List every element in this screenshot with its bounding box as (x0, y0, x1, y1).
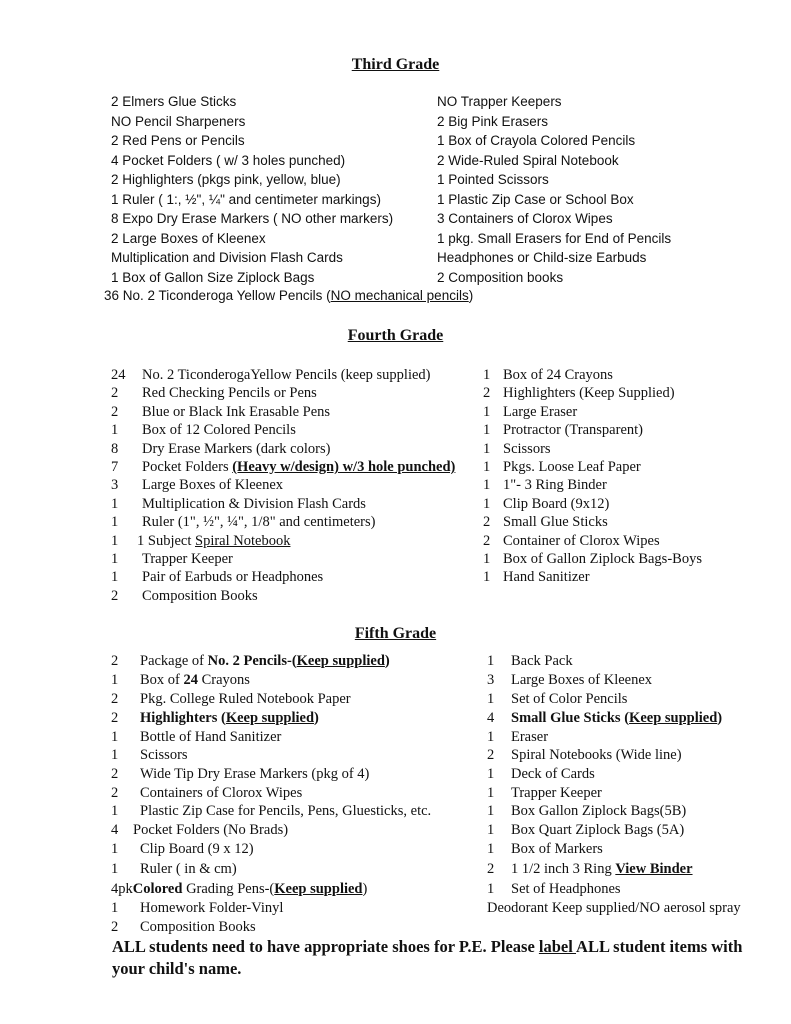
item-count: 1 (111, 861, 119, 877)
item-count: 1 (111, 495, 119, 512)
list-item: 3 Containers of Clorox Wipes (437, 211, 613, 226)
item-text: Small Glue Sticks (511, 710, 621, 726)
list-item: NO Pencil Sharpeners (111, 113, 246, 129)
list-item: 2 Composition books (437, 269, 564, 285)
list-item (487, 652, 573, 670)
list-item: 1 Ruler ( 1:, ½", ¼" and centimeter markings) (111, 191, 381, 207)
list-item (111, 671, 250, 689)
list-item (487, 784, 602, 802)
item-text: Composition Books (142, 587, 258, 604)
item-text: Pocket Folders (No Brads) (133, 822, 289, 838)
fifth-grade-deodorant-note: Deodorant Keep supplied/NO aerosol spray (487, 900, 741, 916)
item-count: 7 (111, 459, 119, 475)
item-text: Spiral Notebooks (Wide line) (511, 747, 682, 763)
list-item (111, 421, 296, 439)
list-item (111, 860, 237, 878)
item-count: 2 (111, 587, 119, 604)
list-item (111, 550, 233, 568)
list-item: NO Trapper Keepers (437, 94, 562, 109)
list-item (483, 458, 641, 476)
footer-text: ALL student items with your child's name. (112, 937, 743, 978)
item-text: Pkgs. Loose Leaf Paper (503, 459, 641, 475)
list-item (111, 384, 317, 402)
item-text: Box of (140, 672, 184, 688)
list-item (487, 802, 686, 820)
item-text: Homework Folder-Vinyl (140, 900, 284, 916)
list-item (487, 821, 684, 839)
list-item (483, 366, 613, 384)
list-item (487, 728, 548, 746)
item-text: Box of Gallon Ziplock Bags-Boys (503, 551, 702, 567)
item-text: Ruler ( in & cm) (140, 861, 237, 877)
item-text: Crayons (198, 672, 250, 688)
list-item (487, 840, 603, 858)
list-item (483, 421, 643, 439)
item-count: 2 (111, 766, 119, 782)
item-text: Ruler (1", ½", ¼", 1/8" and centimeters) (142, 514, 376, 531)
list-item (487, 671, 652, 689)
item-count: 1 (483, 459, 491, 475)
item-count: 2 (483, 532, 491, 549)
list-item (487, 765, 595, 783)
item-count: 1 (111, 747, 119, 763)
item-text: Container of Clorox Wipes (503, 532, 660, 549)
third-grade-pencils-item (104, 287, 473, 305)
list-item (111, 495, 366, 513)
item-count: 1 (111, 900, 119, 916)
keep-supplied-note: Keep supplied (629, 710, 718, 726)
item-text: Clip Board (9 x 12) (140, 841, 254, 857)
list-item: 1 pkg. Small Erasers for End of Pencils (437, 230, 672, 246)
item-count: 1 (487, 729, 495, 745)
fifth-grade-homework-folder-item (111, 899, 283, 917)
spiral-notebook-text: Spiral Notebook (195, 532, 291, 549)
item-text: ) (362, 881, 368, 897)
list-item: 1 Box of Crayola Colored Pencils (437, 133, 636, 148)
list-item (483, 440, 551, 458)
list-item (111, 765, 369, 783)
list-item (111, 709, 319, 727)
item-text: ) (717, 710, 723, 726)
item-text: 1"- 3 Ring Binder (503, 477, 607, 494)
item-text: Large Eraser (503, 403, 578, 420)
fifth-grade-grading-pens-item (111, 880, 367, 898)
item-count: 1 (111, 532, 119, 549)
item-count: 1 (111, 551, 119, 567)
item-count: 1 (487, 653, 495, 669)
list-item: 2 Red Pens or Pencils (111, 133, 245, 148)
item-text: ( (620, 710, 630, 726)
item-count: 1 (111, 672, 119, 688)
item-count: 2 (111, 385, 119, 402)
item-count: 1 (487, 881, 495, 897)
list-item (111, 746, 188, 764)
list-item: 8 Expo Dry Erase Markers ( NO other markers) (111, 211, 394, 226)
footer-label-word: label (538, 937, 577, 956)
item-count: 1 (487, 785, 495, 801)
item-count: 1 (483, 403, 491, 420)
list-item: 1 Plastic Zip Case or School Box (437, 191, 634, 207)
item-text: Highlighters (Keep Supplied) (503, 385, 675, 402)
fifth-grade-heading: Fifth Grade (354, 625, 437, 642)
item-text: Trapper Keeper (511, 785, 602, 801)
item-count: 1 (483, 551, 491, 567)
list-item (111, 802, 431, 820)
item-text: Pocket Folders (142, 459, 233, 475)
item-count: 1 (487, 803, 495, 819)
item-text: Scissors (503, 440, 551, 457)
keep-supplied-note: Keep supplied (274, 881, 363, 897)
item-text: Plastic Zip Case for Pencils, Pens, Gluesticks, etc. (140, 803, 432, 819)
item-text: Composition Books (140, 919, 256, 935)
footer-text: ALL students need to have appropriate shoes for P.E. Please (112, 937, 539, 956)
list-item (111, 513, 375, 531)
list-item (111, 587, 258, 605)
list-item: 2 Highlighters (pkgs pink, yellow, blue) (111, 172, 341, 187)
item-text: Dry Erase Markers (dark colors) (142, 440, 331, 457)
list-item (111, 821, 288, 839)
item-text: Containers of Clorox Wipes (140, 785, 303, 801)
list-item (111, 532, 290, 550)
footer-note (112, 936, 762, 980)
item-text: Blue or Black Ink Erasable Pens (142, 403, 331, 420)
list-item (483, 532, 660, 550)
item-text: Box Quart Ziplock Bags (5A) (511, 822, 685, 838)
item-bold-text: Colored (132, 881, 183, 897)
list-item (483, 568, 590, 586)
list-item (483, 495, 609, 513)
item-count: 2 (111, 691, 119, 707)
item-count: 1 (483, 422, 491, 439)
item-count: 2 (111, 653, 119, 669)
heavy-design-note: (Heavy w/design) w/3 hole punched) (232, 459, 456, 475)
list-item (483, 403, 577, 421)
list-item: Headphones or Child-size Earbuds (437, 250, 647, 265)
item-text: Small Glue Sticks (503, 514, 608, 531)
item-count: 4 (111, 822, 119, 838)
item-count: 1 (483, 495, 491, 512)
list-item (487, 746, 682, 764)
item-text: Pkg. College Ruled Notebook Paper (140, 691, 351, 707)
item-count: 2 (483, 514, 491, 531)
item-count: 2 (111, 710, 119, 726)
item-text: Wide Tip Dry Erase Markers (pkg of 4) (140, 766, 370, 782)
list-item: 2 Big Pink Erasers (437, 113, 549, 129)
item-text: Set of Color Pencils (511, 691, 628, 707)
list-item (111, 652, 390, 670)
list-item (487, 709, 722, 727)
item-text: Clip Board (9x12) (503, 495, 610, 512)
item-count: 1 (483, 367, 491, 383)
keep-supplied-note: Keep supplied (225, 710, 315, 726)
item-count: 24 (111, 367, 126, 383)
item-text: Trapper Keeper (142, 551, 233, 567)
list-item (111, 476, 283, 494)
item-text: ) (384, 653, 390, 669)
no-mechanical-pencils-note: NO mechanical pencils (330, 288, 469, 303)
list-item: 2 Wide-Ruled Spiral Notebook (437, 152, 619, 168)
item-text: Grading Pens-( (182, 881, 275, 897)
item-text: Box of 24 Crayons (503, 367, 613, 383)
item-text: Set of Headphones (511, 881, 621, 897)
list-item (111, 784, 302, 802)
list-item (483, 384, 675, 402)
item-text: -( (286, 653, 297, 669)
item-count: 1 (111, 803, 119, 819)
item-text: Multiplication & Division Flash Cards (142, 495, 366, 512)
fifth-grade-composition-item (111, 918, 256, 936)
item-text: 36 No. 2 Ticonderoga Yellow Pencils ( (104, 288, 331, 303)
item-count: 4pk (111, 881, 133, 897)
item-text: No. 2 TiconderogaYellow Pencils (keep supplied) (142, 367, 431, 383)
item-count: 1 (487, 822, 495, 838)
list-item: 2 Large Boxes of Kleenex (111, 230, 266, 246)
list-item (483, 476, 607, 494)
list-item: Multiplication and Division Flash Cards (111, 250, 343, 265)
item-text: Box Gallon Ziplock Bags(5B) (511, 803, 687, 819)
view-binder-text: View Binder (615, 861, 693, 877)
item-count: 1 (111, 514, 119, 531)
item-count: 1 (111, 422, 119, 439)
item-text: 1 1/2 inch 3 Ring (511, 861, 616, 877)
item-count: 1 (483, 440, 491, 457)
item-text: Protractor (Transparent) (503, 422, 643, 439)
item-text: Back Pack (511, 653, 573, 669)
third-grade-heading: Third Grade (351, 56, 440, 73)
item-count: 2 (111, 403, 119, 420)
fourth-grade-heading: Fourth Grade (347, 327, 444, 344)
list-item (487, 690, 627, 708)
item-text: Box of 12 Colored Pencils (142, 422, 296, 439)
item-text: Large Boxes of Kleenex (142, 477, 284, 494)
item-text: Eraser (511, 729, 549, 745)
item-count: 1 (111, 729, 119, 745)
item-text: Bottle of Hand Sanitizer (140, 729, 282, 745)
item-count: 1 (487, 691, 495, 707)
list-item (111, 458, 455, 476)
item-count: 2 (111, 919, 119, 935)
item-text: Red Checking Pencils or Pens (142, 385, 317, 402)
item-count: 2 (483, 385, 491, 402)
keep-supplied-note: Keep supplied (296, 653, 385, 669)
item-count: 8 (111, 440, 119, 457)
item-count: 2 (487, 747, 495, 763)
item-text: Package of (140, 653, 208, 669)
list-item (111, 840, 254, 858)
list-item: 1 Pointed Scissors (437, 172, 549, 187)
item-count: 1 (487, 841, 495, 857)
list-item (483, 513, 608, 531)
list-item (111, 440, 330, 458)
item-text: ) (468, 288, 474, 303)
item-count: 3 (487, 672, 495, 688)
item-text: Scissors (140, 747, 188, 763)
item-text: Hand Sanitizer (503, 569, 590, 586)
item-count: 3 (111, 477, 119, 494)
item-count: 1 (487, 766, 495, 782)
item-bold-text: Highlighters (140, 710, 218, 726)
item-count: 2 (111, 785, 119, 801)
item-text: Pair of Earbuds or Headphones (142, 569, 324, 586)
list-item (111, 366, 431, 384)
list-item (483, 550, 702, 568)
item-count: 1 (483, 477, 491, 494)
item-text: Box of Markers (511, 841, 603, 857)
list-item: 1 Box of Gallon Size Ziplock Bags (111, 269, 315, 285)
list-item (111, 568, 323, 586)
item-text: Deck of Cards (511, 766, 595, 782)
list-item (111, 728, 281, 746)
item-text: ) (314, 710, 319, 726)
item-count: 1 (483, 569, 491, 586)
item-bold-text: 24 (183, 672, 198, 688)
list-item: 2 Elmers Glue Sticks (111, 94, 237, 109)
item-text: ( (217, 710, 226, 726)
item-bold-text: No. 2 Pencils (207, 653, 287, 669)
item-count: 1 (111, 569, 119, 586)
list-item (111, 403, 330, 421)
list-item (487, 860, 693, 878)
list-item: 4 Pocket Folders ( w/ 3 holes punched) (111, 152, 346, 168)
list-item (487, 880, 621, 898)
list-item (111, 690, 351, 708)
item-count: 2 (487, 861, 495, 877)
item-count: 4 (487, 710, 495, 726)
item-text: Large Boxes of Kleenex (511, 672, 653, 688)
item-count: 1 (111, 841, 119, 857)
item-text: 1 Subject (137, 532, 195, 549)
